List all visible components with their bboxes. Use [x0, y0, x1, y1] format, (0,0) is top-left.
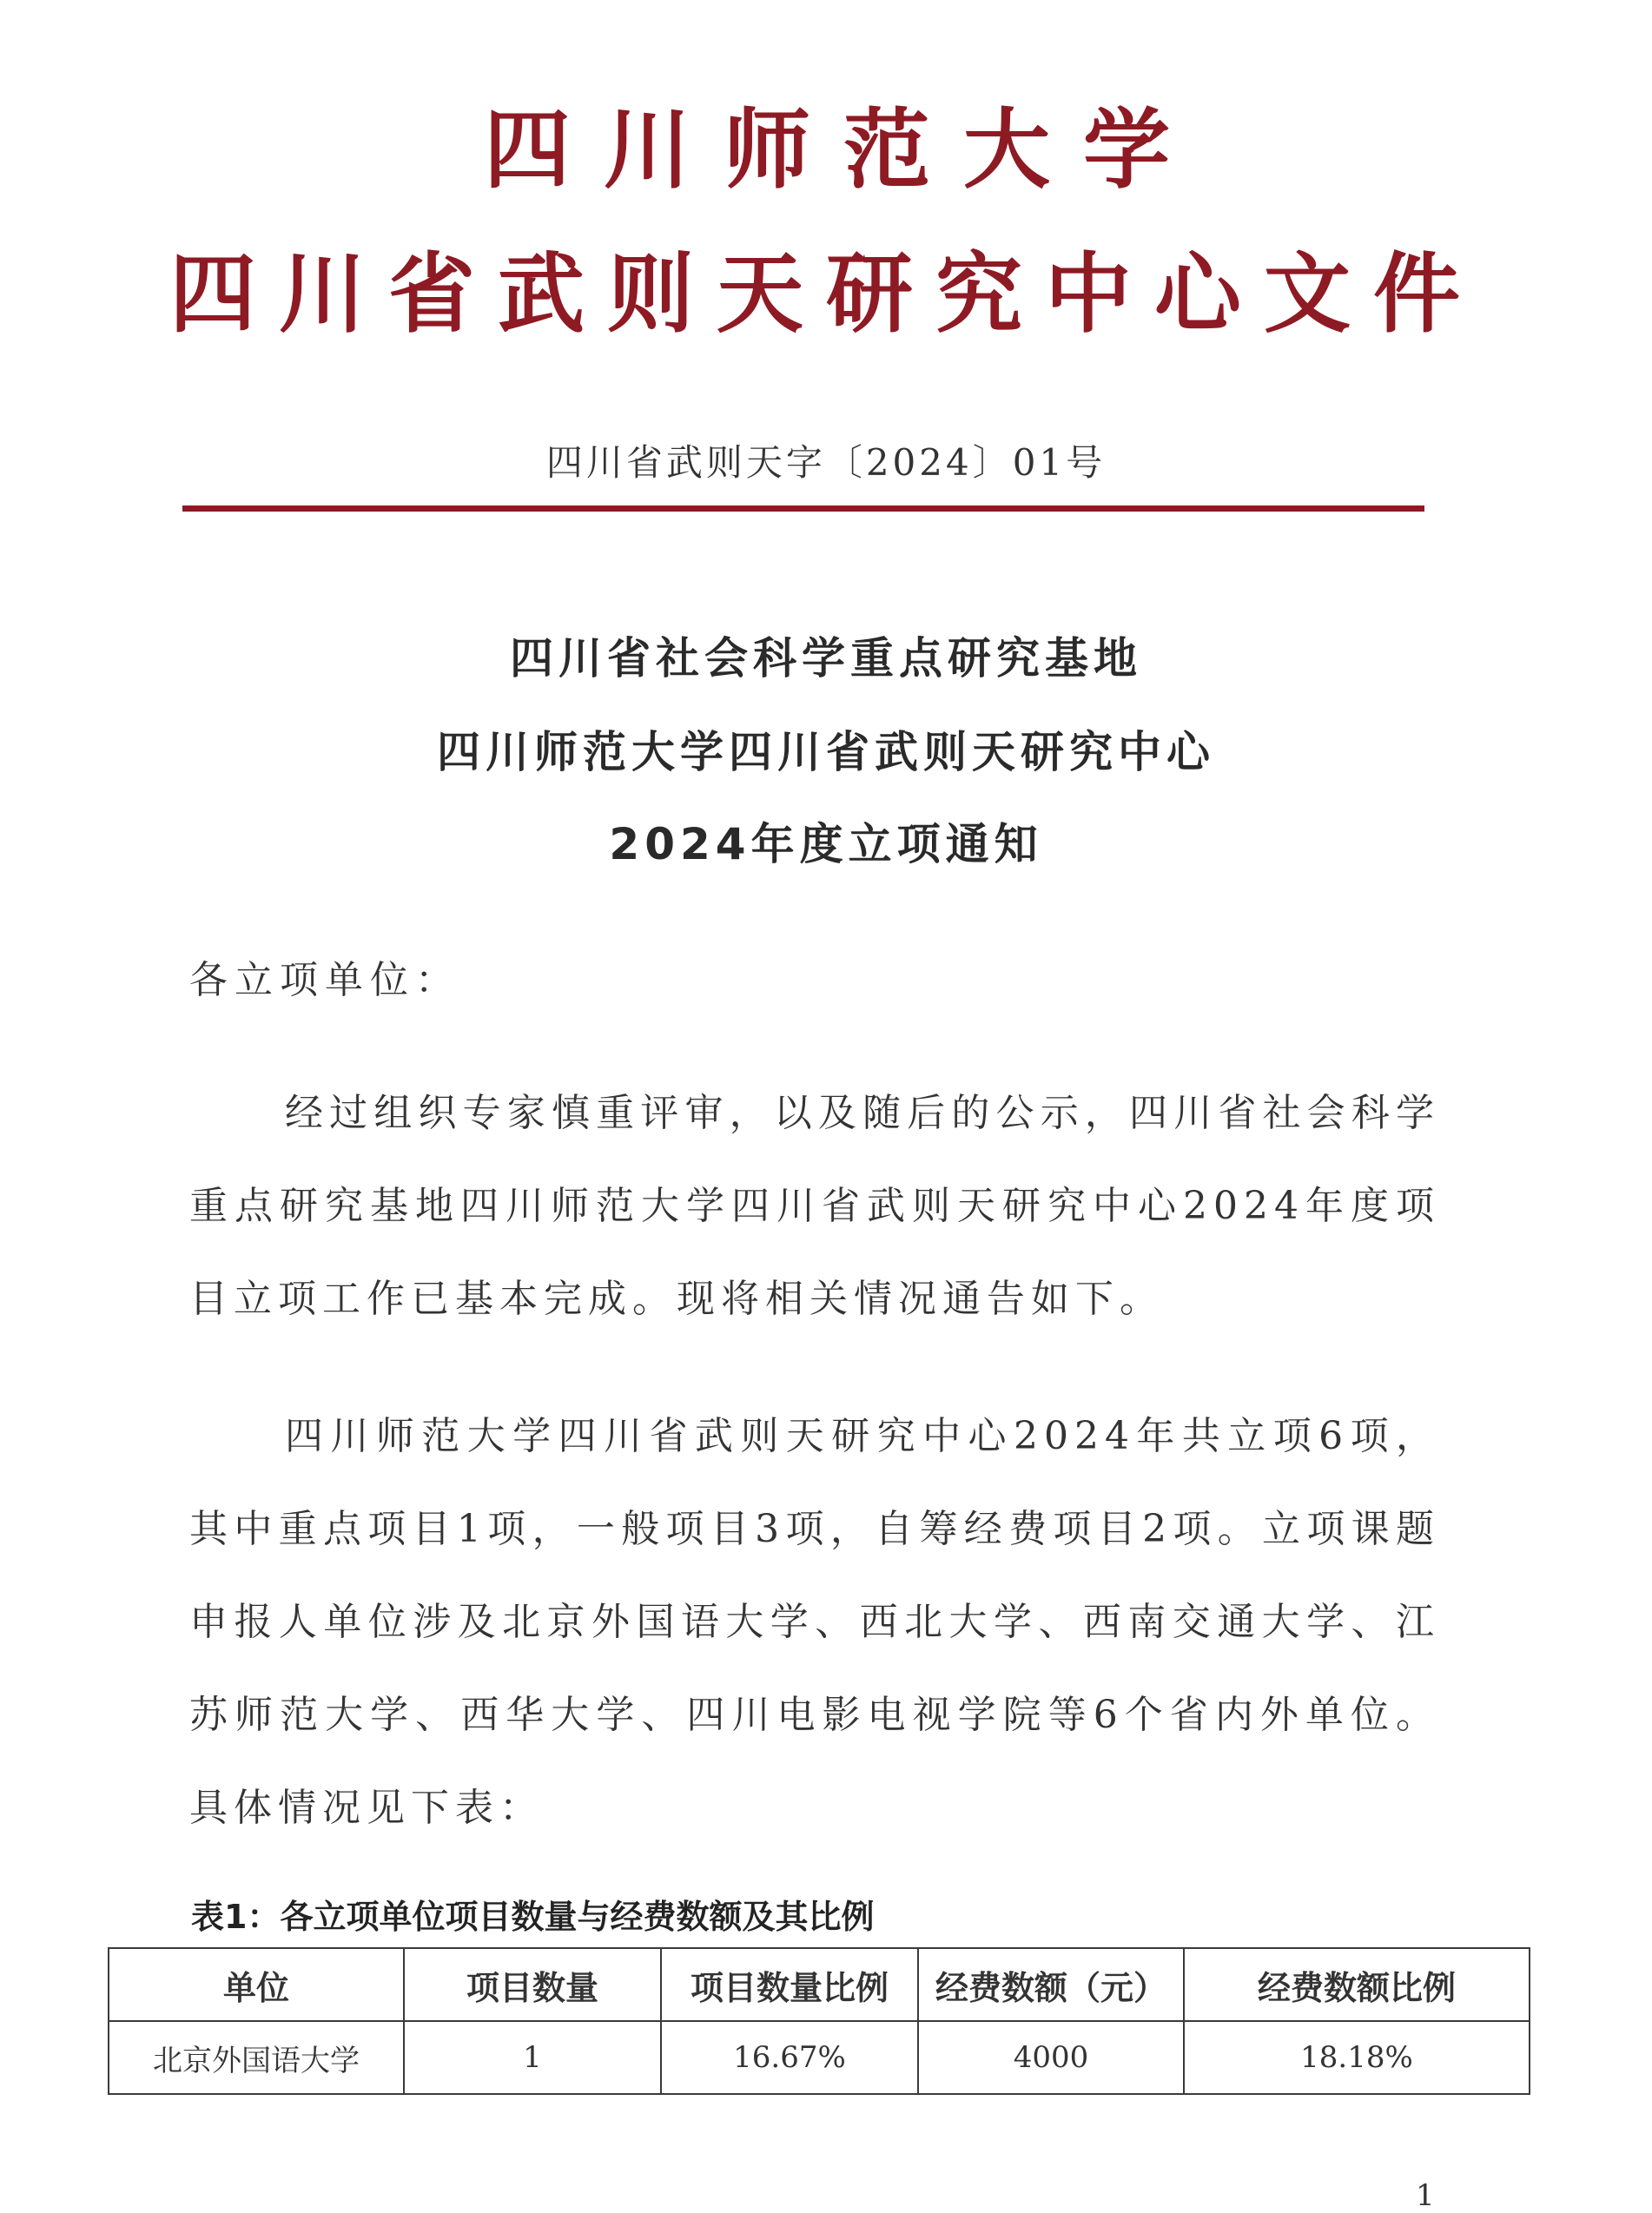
header-project-count: 项目数量 — [404, 1948, 661, 2021]
salutation: 各立项单位： — [189, 958, 460, 1002]
cell-funding-ratio: 18.18% — [1184, 2021, 1530, 2094]
title-line-3: 2024年度立项通知 — [609, 819, 1043, 869]
header-project-ratio: 项目数量比例 — [661, 1948, 918, 2021]
paragraph-2: 四川师范大学四川省武则天研究中心2024年共立项6项，其中重点项目1项，一般项目3项，自筹经费项目2项。立项课题申报人单位涉及北京外国语大学、西北大学、西南交通大学、江苏师范大学、西华大学、四川电影电视学院等6个省内外单位。具体情况见下表： — [189, 1414, 1440, 1830]
masthead-center-document: 四川省武则天研究中心文件 — [169, 242, 1483, 345]
title-line-1: 四川省社会科学重点研究基地 — [510, 633, 1142, 684]
header-unit: 单位 — [109, 1948, 404, 2021]
paragraph-1: 经过组织专家慎重评审，以及随后的公示，四川省社会科学重点研究基地四川师范大学四川省武则天研究中心2024年度项目立项工作已基本完成。现将相关情况通告如下。 — [189, 1091, 1440, 1321]
cell-unit: 北京外国语大学 — [109, 2021, 404, 2094]
cell-project-ratio: 16.67% — [661, 2021, 918, 2094]
red-divider — [182, 505, 1424, 512]
cell-funding-amount: 4000 — [918, 2021, 1184, 2094]
masthead-university: 四川师范大学 — [484, 98, 1203, 201]
header-funding-ratio: 经费数额比例 — [1184, 1948, 1530, 2021]
document-number: 四川省武则天字〔2024〕01号 — [545, 441, 1107, 484]
table-caption: 表1：各立项单位项目数量与经费数额及其比例 — [191, 1898, 875, 1936]
title-line-2: 四川师范大学四川省武则天研究中心 — [437, 727, 1215, 777]
page-number: 1 — [1416, 2178, 1435, 2213]
cell-project-count: 1 — [404, 2021, 661, 2094]
project-table — [108, 1947, 1530, 2095]
table-header-row — [109, 1948, 1530, 2021]
header-funding-amount: 经费数额（元） — [918, 1948, 1184, 2021]
table-row — [109, 2021, 1530, 2094]
